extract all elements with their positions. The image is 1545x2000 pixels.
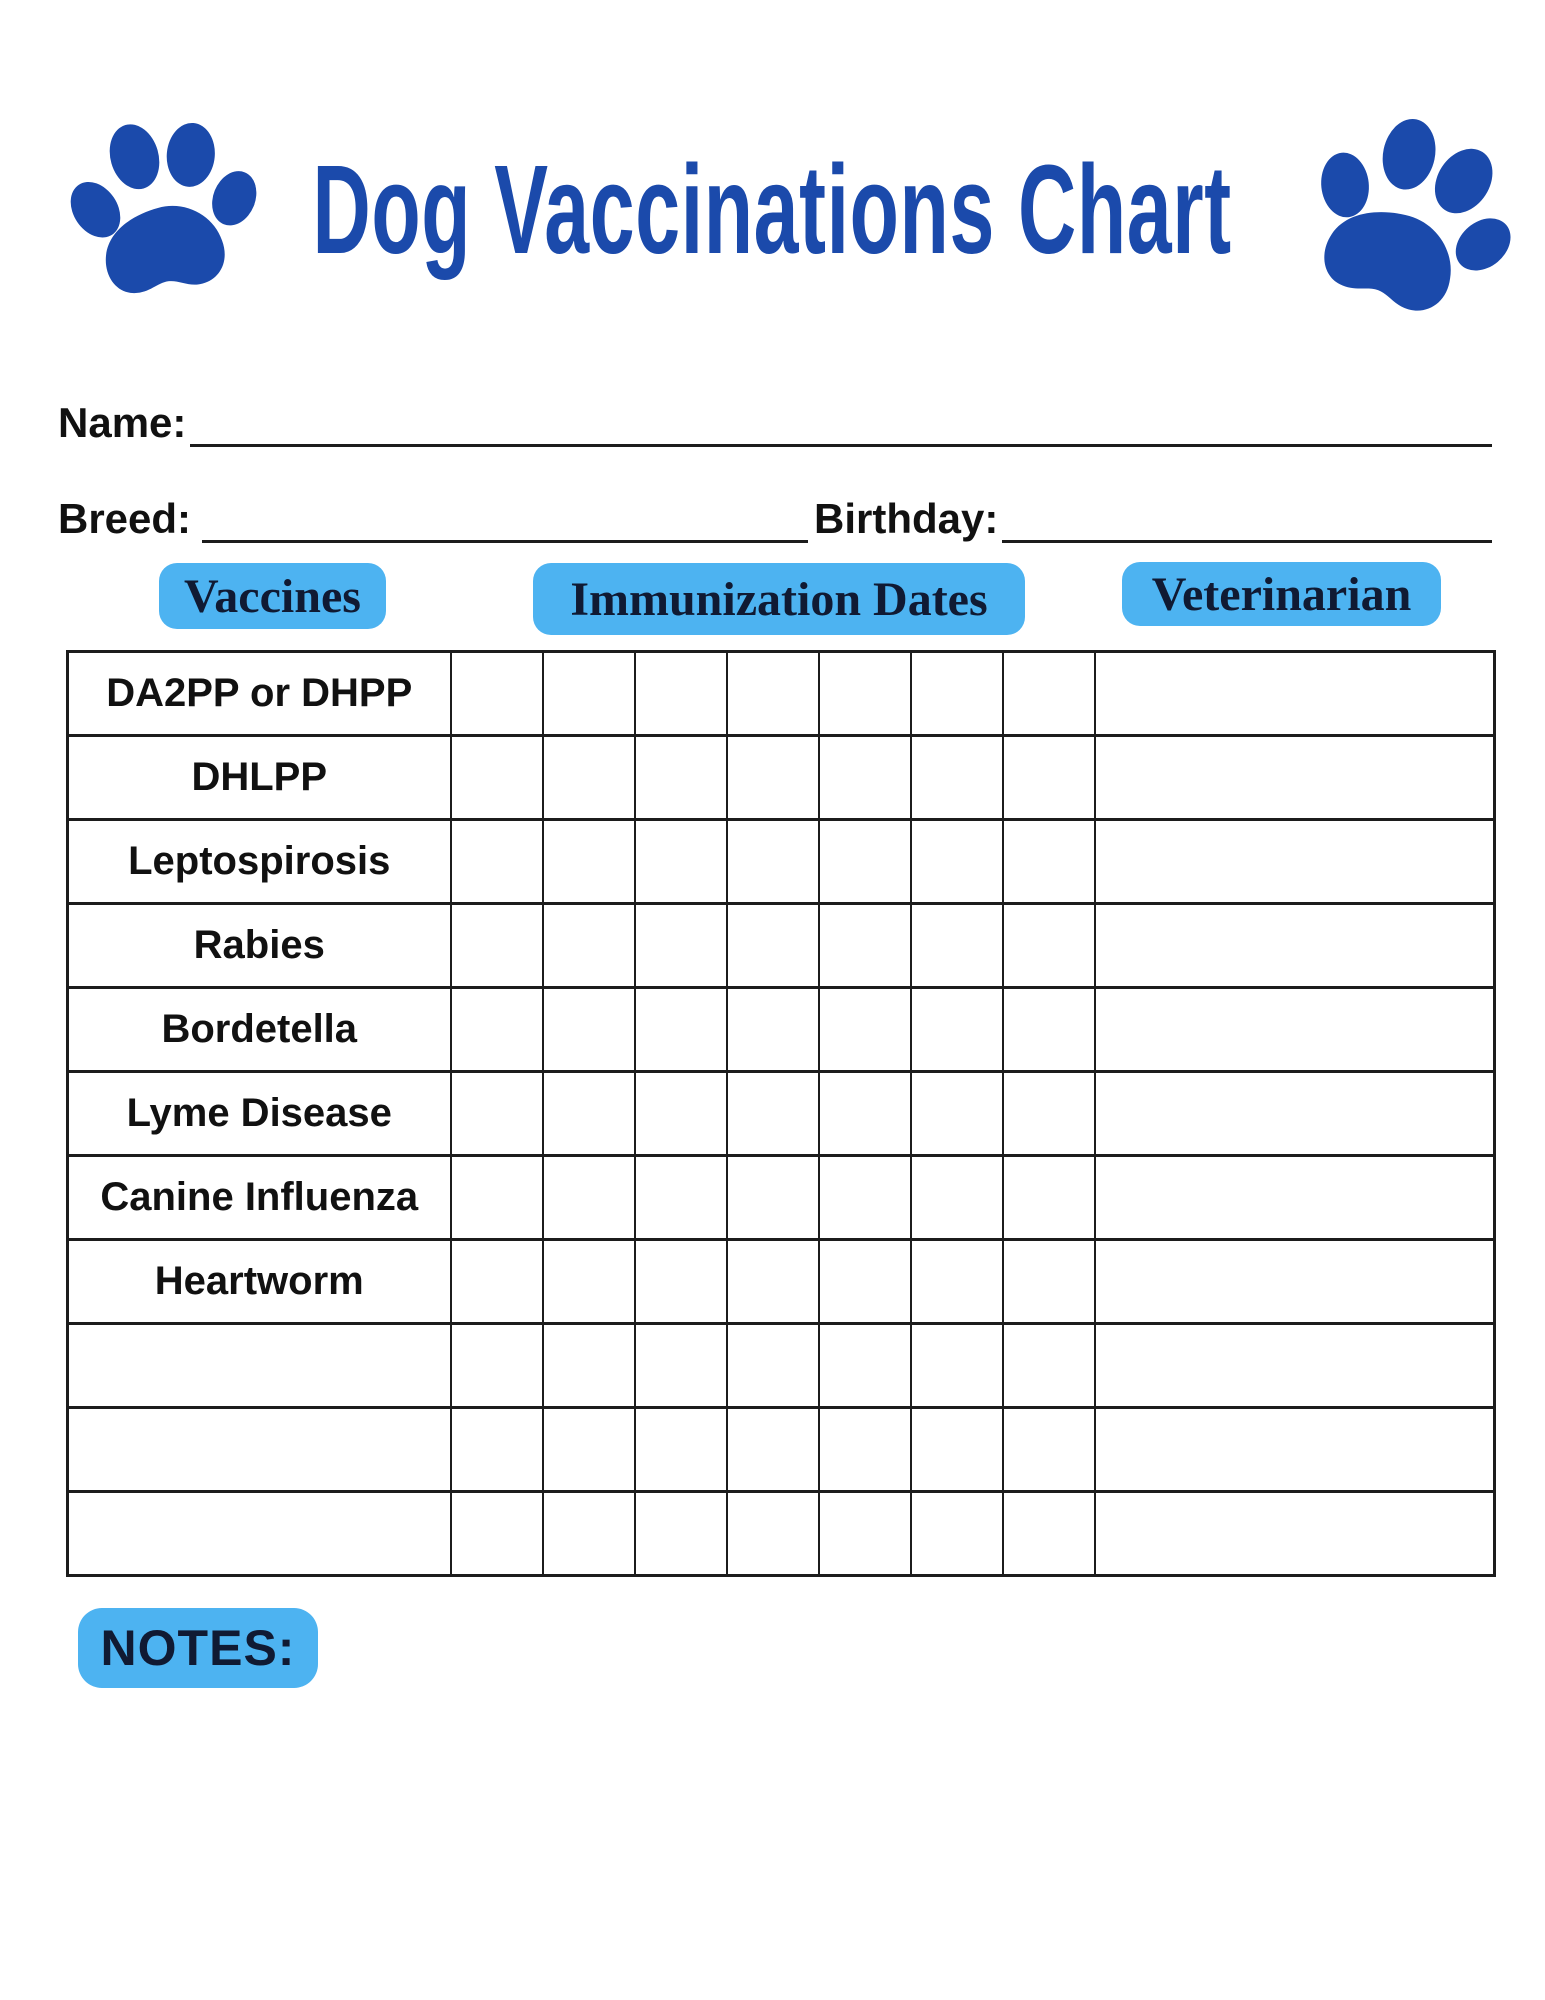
vaccine-name-cell[interactable] — [68, 1408, 451, 1492]
name-input-line[interactable] — [190, 444, 1492, 447]
date-cell[interactable] — [727, 1072, 819, 1156]
date-cell[interactable] — [1003, 1240, 1095, 1324]
date-cell[interactable] — [911, 820, 1003, 904]
vaccine-name-cell: Leptospirosis — [68, 820, 451, 904]
immunization-dates-column-header: Immunization Dates — [533, 563, 1025, 635]
date-cell[interactable] — [819, 1324, 911, 1408]
date-cell[interactable] — [543, 652, 635, 736]
veterinarian-cell[interactable] — [1095, 904, 1495, 988]
table-row — [68, 1240, 1495, 1324]
date-cell[interactable] — [1003, 1156, 1095, 1240]
date-cell[interactable] — [635, 1324, 727, 1408]
date-cell[interactable] — [911, 904, 1003, 988]
date-cell[interactable] — [911, 1492, 1003, 1576]
date-cell[interactable] — [1003, 1324, 1095, 1408]
date-cell[interactable] — [635, 820, 727, 904]
vaccine-name-cell: Canine Influenza — [68, 1156, 451, 1240]
date-cell[interactable] — [819, 652, 911, 736]
date-cell[interactable] — [819, 1240, 911, 1324]
table-row — [68, 1324, 1495, 1408]
date-cell[interactable] — [1003, 904, 1095, 988]
date-cell[interactable] — [635, 1492, 727, 1576]
date-cell[interactable] — [635, 736, 727, 820]
table-row — [68, 652, 1495, 736]
table-row — [68, 1408, 1495, 1492]
date-cell[interactable] — [451, 820, 543, 904]
date-cell[interactable] — [819, 988, 911, 1072]
date-cell[interactable] — [635, 1072, 727, 1156]
date-cell[interactable] — [819, 820, 911, 904]
vaccine-name-cell: DA2PP or DHPP — [68, 652, 451, 736]
date-cell[interactable] — [451, 1240, 543, 1324]
date-cell[interactable] — [635, 652, 727, 736]
date-cell[interactable] — [635, 904, 727, 988]
vaccine-name-cell: Rabies — [68, 904, 451, 988]
date-cell[interactable] — [911, 1156, 1003, 1240]
breed-input-line[interactable] — [202, 540, 808, 543]
date-cell[interactable] — [727, 1408, 819, 1492]
date-cell[interactable] — [911, 652, 1003, 736]
date-cell[interactable] — [1003, 652, 1095, 736]
date-cell[interactable] — [451, 1324, 543, 1408]
table-row — [68, 1156, 1495, 1240]
date-cell[interactable] — [543, 904, 635, 988]
date-cell[interactable] — [451, 988, 543, 1072]
date-cell[interactable] — [451, 1156, 543, 1240]
vaccine-name-cell: Lyme Disease — [68, 1072, 451, 1156]
date-cell[interactable] — [451, 652, 543, 736]
date-cell[interactable] — [727, 1324, 819, 1408]
date-cell[interactable] — [543, 1408, 635, 1492]
veterinarian-cell[interactable] — [1095, 1408, 1495, 1492]
date-cell[interactable] — [727, 820, 819, 904]
date-cell[interactable] — [451, 1072, 543, 1156]
table-row — [68, 904, 1495, 988]
date-cell[interactable] — [911, 1240, 1003, 1324]
date-cell[interactable] — [1003, 820, 1095, 904]
date-cell[interactable] — [635, 988, 727, 1072]
date-cell[interactable] — [635, 1240, 727, 1324]
date-cell[interactable] — [727, 736, 819, 820]
date-cell[interactable] — [911, 988, 1003, 1072]
date-cell[interactable] — [543, 1324, 635, 1408]
table-row — [68, 1492, 1495, 1576]
date-cell[interactable] — [1003, 736, 1095, 820]
veterinarian-column-header: Veterinarian — [1122, 562, 1441, 626]
date-cell[interactable] — [635, 1408, 727, 1492]
table-row — [68, 820, 1495, 904]
date-cell[interactable] — [727, 652, 819, 736]
veterinarian-cell[interactable] — [1095, 1072, 1495, 1156]
date-cell[interactable] — [911, 1324, 1003, 1408]
date-cell[interactable] — [543, 1156, 635, 1240]
date-cell[interactable] — [819, 1408, 911, 1492]
page-title-text: Dog Vaccinations Chart — [312, 139, 1233, 280]
date-cell[interactable] — [543, 820, 635, 904]
date-cell[interactable] — [1003, 1072, 1095, 1156]
date-cell[interactable] — [543, 1492, 635, 1576]
date-cell[interactable] — [451, 736, 543, 820]
table-row — [68, 736, 1495, 820]
date-cell[interactable] — [543, 1072, 635, 1156]
date-cell[interactable] — [911, 736, 1003, 820]
date-cell[interactable] — [727, 988, 819, 1072]
date-cell[interactable] — [819, 1072, 911, 1156]
vaccine-name-cell: DHLPP — [68, 736, 451, 820]
date-cell[interactable] — [911, 1072, 1003, 1156]
date-cell[interactable] — [911, 1408, 1003, 1492]
name-label: Name: — [58, 399, 187, 446]
birthday-input-line[interactable] — [1002, 540, 1492, 543]
paw-print-icon-right — [1261, 76, 1545, 357]
vaccine-name-cell[interactable] — [68, 1324, 451, 1408]
date-cell[interactable] — [635, 1156, 727, 1240]
veterinarian-cell[interactable] — [1095, 1240, 1495, 1324]
date-cell[interactable] — [451, 1492, 543, 1576]
vaccine-name-cell[interactable] — [68, 1492, 451, 1576]
veterinarian-cell[interactable] — [1095, 820, 1495, 904]
veterinarian-cell[interactable] — [1095, 736, 1495, 820]
date-cell[interactable] — [819, 904, 911, 988]
date-cell[interactable] — [727, 1492, 819, 1576]
notes-heading: NOTES: — [78, 1608, 318, 1688]
date-cell[interactable] — [727, 904, 819, 988]
date-cell[interactable] — [727, 1156, 819, 1240]
veterinarian-cell[interactable] — [1095, 1156, 1495, 1240]
veterinarian-cell[interactable] — [1095, 1324, 1495, 1408]
date-cell[interactable] — [543, 988, 635, 1072]
veterinarian-cell[interactable] — [1095, 652, 1495, 736]
date-cell[interactable] — [543, 736, 635, 820]
date-cell[interactable] — [1003, 1408, 1095, 1492]
breed-label: Breed: — [58, 495, 192, 542]
vaccine-name-cell: Heartworm — [68, 1240, 451, 1324]
veterinarian-cell[interactable] — [1095, 988, 1495, 1072]
birthday-label: Birthday: — [814, 495, 999, 542]
date-cell[interactable] — [819, 1156, 911, 1240]
date-cell[interactable] — [451, 904, 543, 988]
date-cell[interactable] — [451, 1408, 543, 1492]
date-cell[interactable] — [819, 1492, 911, 1576]
vaccines-column-header: Vaccines — [159, 563, 386, 629]
date-cell[interactable] — [1003, 1492, 1095, 1576]
table-row — [68, 988, 1495, 1072]
date-cell[interactable] — [543, 1240, 635, 1324]
veterinarian-cell[interactable] — [1095, 1492, 1495, 1576]
date-cell[interactable] — [819, 736, 911, 820]
table-row — [68, 1072, 1495, 1156]
vaccination-table — [66, 650, 1496, 1577]
date-cell[interactable] — [727, 1240, 819, 1324]
date-cell[interactable] — [1003, 988, 1095, 1072]
vaccine-name-cell: Bordetella — [68, 988, 451, 1072]
